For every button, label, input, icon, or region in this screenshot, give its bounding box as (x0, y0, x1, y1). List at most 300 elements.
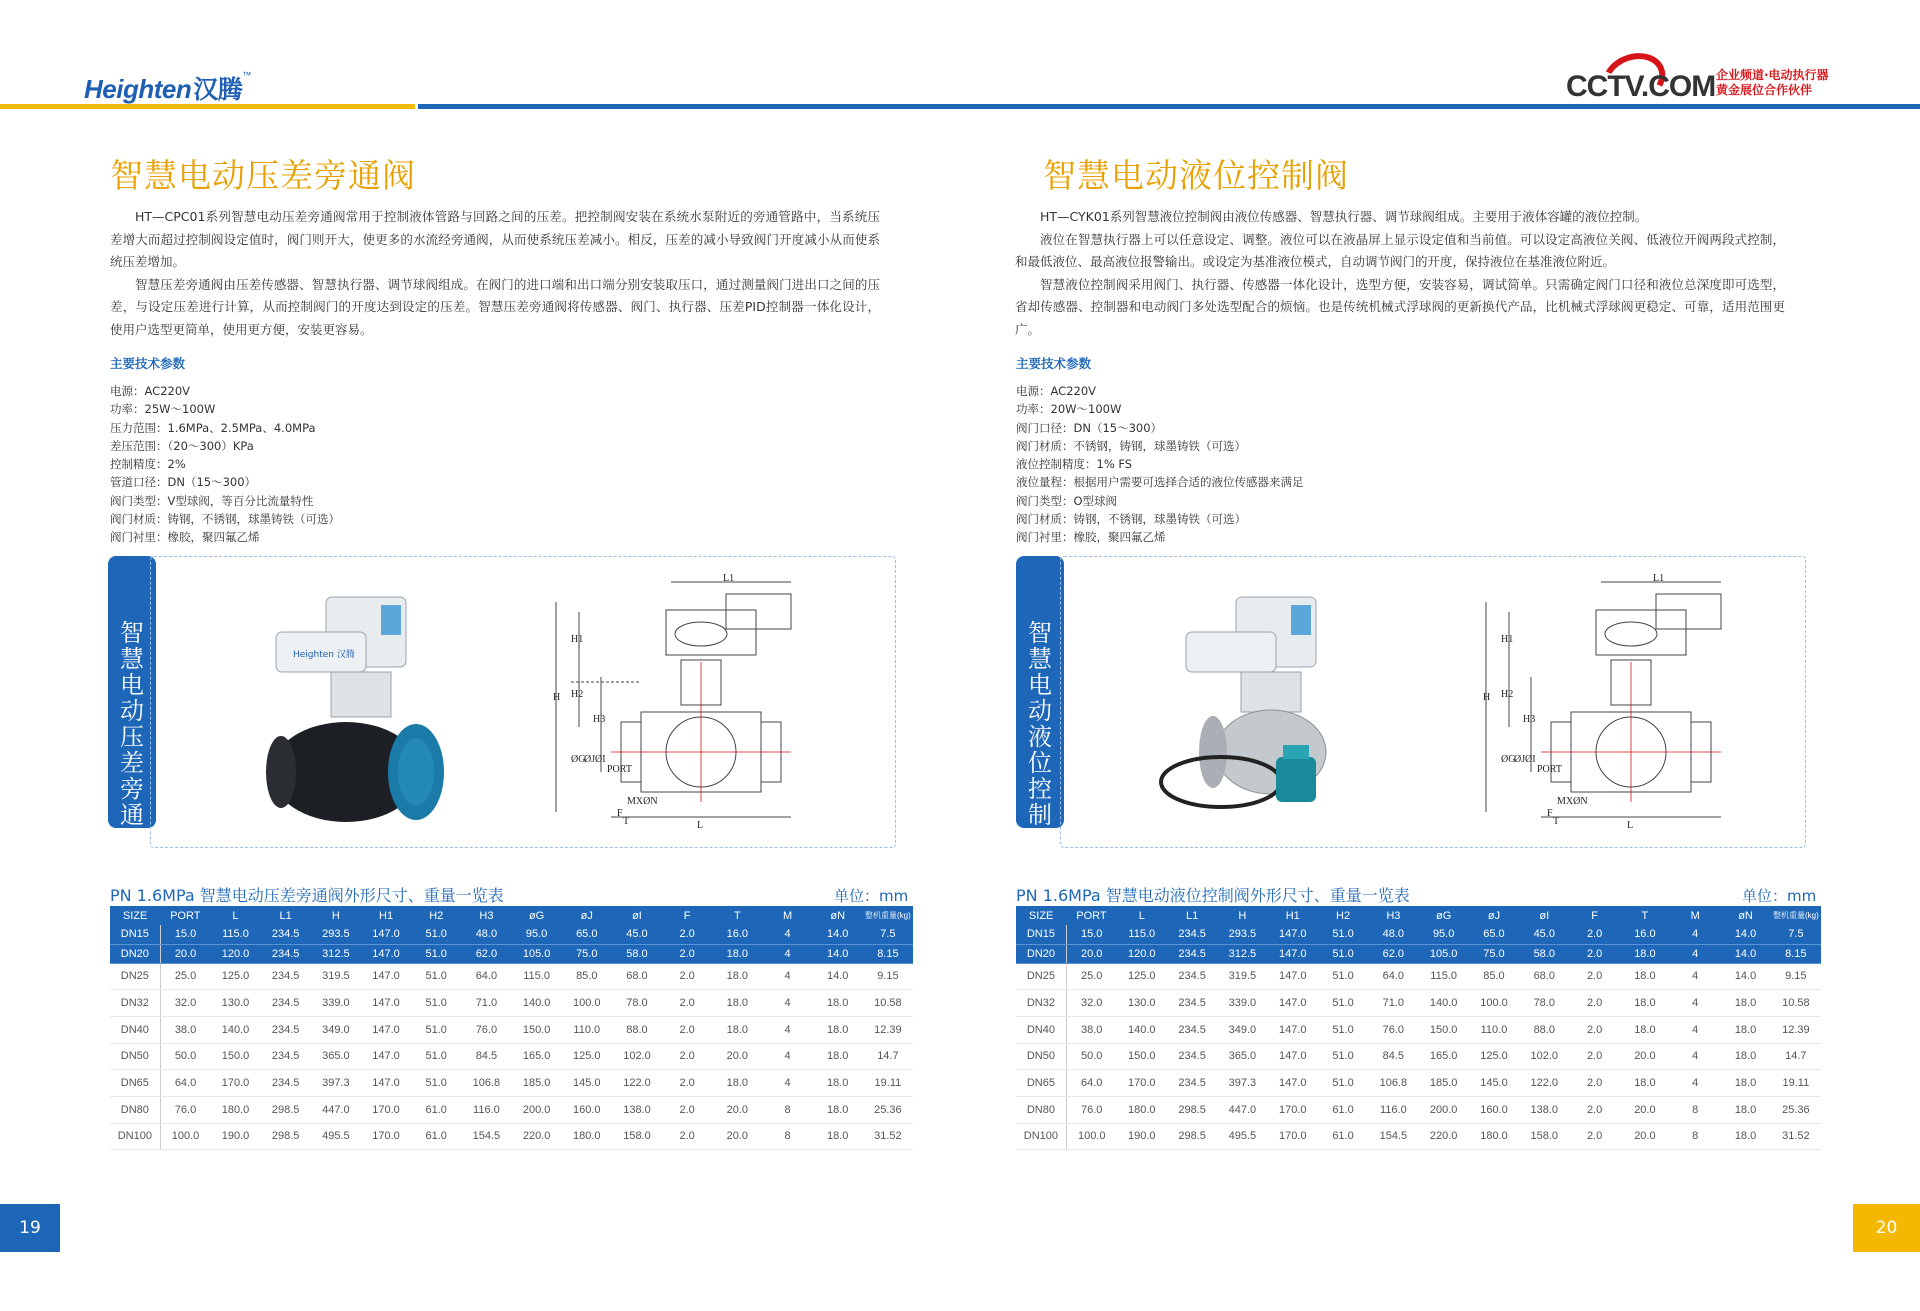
right-vertical-tab (1016, 556, 1064, 855)
table-cell: 339.0 (311, 990, 361, 1017)
table-cell: 165.0 (512, 1043, 562, 1070)
table-cell: 4 (1670, 944, 1720, 963)
level-valve-photo (1151, 587, 1401, 827)
table-cell: 25.0 (160, 963, 210, 990)
table-cell: 190.0 (1117, 1123, 1167, 1150)
table-cell: DN65 (110, 1070, 160, 1097)
vtab-char: 阀 (120, 827, 144, 855)
table-cell: 122.0 (1519, 1070, 1569, 1097)
spec-item: 阀门材质：铸钢，不锈钢，球墨铸铁（可选） (1016, 512, 1246, 527)
table-cell: 18.0 (1720, 1123, 1770, 1150)
table-cell: 147.0 (361, 1070, 411, 1097)
table-cell: 20.0 (712, 1123, 762, 1150)
left-spec-list (110, 382, 340, 547)
table-cell: 18.0 (1720, 1070, 1770, 1097)
table-cell: 10.58 (863, 990, 913, 1017)
heighten-logo (84, 70, 251, 106)
table-cell: 4 (1670, 1043, 1720, 1070)
table-cell: 78.0 (612, 990, 662, 1017)
table-cell: 61.0 (1318, 1096, 1368, 1123)
right-product-figure-box (1060, 556, 1806, 848)
table-cell: 14.0 (813, 925, 863, 944)
table-cell: 50.0 (1066, 1043, 1116, 1070)
table-row (110, 944, 913, 963)
table-cell: 115.0 (210, 925, 260, 944)
table-cell: 62.0 (461, 944, 511, 963)
table-cell: DN100 (1016, 1123, 1066, 1150)
table-cell: 58.0 (1519, 944, 1569, 963)
table-cell: 84.5 (461, 1043, 511, 1070)
dim-label: F (617, 808, 623, 819)
table-cell: 64.0 (1066, 1070, 1116, 1097)
column-header: H3 (1368, 906, 1418, 925)
column-header: PORT (1066, 906, 1116, 925)
dim-label: H3 (593, 714, 606, 725)
vtab-char: 位 (1028, 749, 1052, 777)
table-header-row (110, 906, 913, 925)
table-cell: 4 (1670, 990, 1720, 1017)
table-cell: 31.52 (1771, 1123, 1821, 1150)
table-cell: 154.5 (461, 1123, 511, 1150)
right-paragraph-1: HT—CYK01系列智慧液位控制阀由液位传感器、智慧执行器、调节球阀组成。主要用于液体容罐的液位控制。 (1040, 209, 1648, 224)
table-cell: 349.0 (311, 1016, 361, 1043)
table-cell: 61.0 (1318, 1123, 1368, 1150)
table-cell: 200.0 (512, 1096, 562, 1123)
table-cell: 147.0 (1268, 963, 1318, 990)
table-cell: 9.15 (863, 963, 913, 990)
vtab-char: 电 (1028, 671, 1052, 699)
table-cell: 4 (1670, 1070, 1720, 1097)
table-cell: 18.0 (712, 963, 762, 990)
table-cell: 18.0 (1620, 990, 1670, 1017)
table-row (1016, 990, 1821, 1017)
table-cell: 495.5 (1217, 1123, 1267, 1150)
table-cell: 125.0 (562, 1043, 612, 1070)
table-cell: 234.5 (1167, 925, 1217, 944)
left-paragraph-2: 智慧压差旁通阀由压差传感器、智慧执行器、调节球阀组成。在阀门的进口端和出口端分别安装取压口，通过测量阀门进出口之间的压差，与设定压差进行计算，从而控制阀门的开度达到设定的压差。智慧压差旁通阀将传感器、阀门、执行器、压差PID控制器一体化设计，使用户选型更简单，使用更方便，安装更容易。 (110, 276, 880, 337)
svg-text:Heighten 汉腾: Heighten 汉腾 (293, 650, 355, 660)
table-cell: 293.5 (311, 925, 361, 944)
vtab-char: 通 (120, 801, 144, 829)
vtab-char: 智 (1028, 619, 1052, 647)
table-cell: 234.5 (261, 925, 311, 944)
right-page-title: 智慧电动液位控制阀 (1043, 156, 1349, 195)
table-cell: 38.0 (160, 1016, 210, 1043)
table-cell: 190.0 (210, 1123, 260, 1150)
column-header: H1 (1268, 906, 1318, 925)
table-cell: 170.0 (1117, 1070, 1167, 1097)
table-cell: 180.0 (1469, 1123, 1519, 1150)
table-cell: 2.0 (1569, 1123, 1619, 1150)
column-header: øI (1519, 906, 1569, 925)
table-cell: 138.0 (612, 1096, 662, 1123)
dim-label: ØJ (1514, 754, 1526, 765)
table-cell: 147.0 (361, 963, 411, 990)
table-cell: 105.0 (512, 944, 562, 963)
table-cell: 18.0 (813, 1016, 863, 1043)
spec-item: 控制精度：2% (110, 457, 186, 472)
table-cell: 48.0 (1368, 925, 1418, 944)
dim-label: L (697, 820, 704, 831)
table-cell: 25.36 (863, 1096, 913, 1123)
table-row (1016, 944, 1821, 963)
pressure-valve-drawing (551, 572, 851, 837)
table-cell: DN32 (1016, 990, 1066, 1017)
table-cell: 45.0 (1519, 925, 1569, 944)
table-cell: 65.0 (1469, 925, 1519, 944)
table-cell: 165.0 (1419, 1043, 1469, 1070)
table-cell: 2.0 (1569, 925, 1619, 944)
column-header: H (311, 906, 361, 925)
table-cell: 115.0 (1419, 963, 1469, 990)
spec-item: 阀门类型：O型球阀 (1016, 493, 1118, 508)
table-cell: 84.5 (1368, 1043, 1418, 1070)
vtab-char: 制 (1028, 801, 1052, 829)
left-product-figure-box (150, 556, 896, 848)
table-cell: 85.0 (1469, 963, 1519, 990)
table-cell: 170.0 (1268, 1123, 1318, 1150)
table-row (110, 990, 913, 1017)
right-paragraph-3: 智慧液位控制阀采用阀门、执行器、传感器一体化设计，选型方便，安装容易，调试简单。只需确定阀门口径和液位总深度即可选型，省却传感器、控制器和电动阀门多处选型配合的烦恼。也是传统机械式浮球阀的更新换代产品，比机械式浮球阀更稳定、可靠，适用范围更广。 (1015, 276, 1785, 337)
table-cell: 76.0 (1066, 1096, 1116, 1123)
table-cell: 85.0 (562, 963, 612, 990)
table-header-row (1016, 906, 1821, 925)
table-cell: 115.0 (512, 963, 562, 990)
column-header: L1 (1167, 906, 1217, 925)
column-header: T (1620, 906, 1670, 925)
table-cell: 51.0 (1318, 1016, 1368, 1043)
table-cell: 150.0 (210, 1043, 260, 1070)
cctv-word: CCTV.COM (1566, 70, 1716, 103)
page-header (0, 0, 1920, 112)
table-cell: 116.0 (461, 1096, 511, 1123)
spec-item: 电源：AC220V (1016, 384, 1097, 398)
table-cell: 18.0 (1720, 1096, 1770, 1123)
table-cell: 234.5 (1167, 1043, 1217, 1070)
dim-label: PORT (1537, 764, 1562, 775)
table-cell: 150.0 (1419, 1016, 1469, 1043)
table-cell: 2.0 (1569, 1016, 1619, 1043)
table-cell: 147.0 (361, 1016, 411, 1043)
table-cell: 349.0 (1217, 1016, 1267, 1043)
table-cell: DN40 (110, 1016, 160, 1043)
table-cell: 319.5 (311, 963, 361, 990)
table-cell: 125.0 (1469, 1043, 1519, 1070)
table-cell: 51.0 (1318, 925, 1368, 944)
table-cell: 2.0 (1569, 990, 1619, 1017)
table-cell: 147.0 (1268, 944, 1318, 963)
table-cell: 64.0 (461, 963, 511, 990)
table-cell: 293.5 (1217, 925, 1267, 944)
table-cell: 110.0 (562, 1016, 612, 1043)
dim-label: H3 (1523, 714, 1536, 725)
table-cell: 15.0 (160, 925, 210, 944)
table-cell: DN100 (110, 1123, 160, 1150)
table-cell: 61.0 (411, 1096, 461, 1123)
column-header: F (662, 906, 712, 925)
column-header: SIZE (110, 906, 160, 925)
brand-cn: 汉腾 (193, 76, 243, 104)
table-cell: 8 (762, 1096, 812, 1123)
table-cell: 140.0 (210, 1016, 260, 1043)
table-cell: 14.0 (1720, 944, 1770, 963)
table-cell: DN40 (1016, 1016, 1066, 1043)
table-cell: 234.5 (261, 1016, 311, 1043)
table-cell: 147.0 (1268, 1043, 1318, 1070)
dim-label: L1 (723, 573, 735, 584)
table-cell: 339.0 (1217, 990, 1267, 1017)
left-spec-title: 主要技术参数 (110, 356, 186, 371)
cctv-tagline (1716, 68, 1829, 98)
table-cell: 58.0 (612, 944, 662, 963)
column-header: F (1569, 906, 1619, 925)
table-row (110, 1070, 913, 1097)
spec-item: 阀门衬里：橡胶，聚四氟乙烯 (110, 530, 260, 545)
dim-label: L (1627, 820, 1634, 831)
table-row (110, 925, 913, 944)
table-cell: 16.0 (712, 925, 762, 944)
table-cell: 4 (1670, 925, 1720, 944)
spec-item: 阀门衬里：橡胶，聚四氟乙烯 (1016, 530, 1166, 545)
spec-item: 阀门材质：不锈钢，铸钢，球墨铸铁（可选） (1016, 438, 1246, 453)
vtab-char: 控 (1028, 775, 1052, 803)
table-cell: 18.0 (1720, 1043, 1770, 1070)
table-cell: 102.0 (612, 1043, 662, 1070)
table-cell: DN25 (1016, 963, 1066, 990)
column-header: H1 (361, 906, 411, 925)
right-spec-table (1016, 906, 1821, 1150)
vtab-char: 慧 (120, 645, 144, 673)
table-cell: 2.0 (662, 990, 712, 1017)
table-cell: 19.11 (1771, 1070, 1821, 1097)
table-cell: 105.0 (1419, 944, 1469, 963)
table-cell: 298.5 (1167, 1096, 1217, 1123)
header-rule-blue (418, 104, 1920, 109)
page-number-right: 20 (1853, 1204, 1920, 1252)
table-cell: 9.15 (1771, 963, 1821, 990)
table-cell: 31.52 (863, 1123, 913, 1150)
dim-label: H (1483, 692, 1491, 703)
table-cell: 220.0 (512, 1123, 562, 1150)
right-spec-title: 主要技术参数 (1016, 356, 1092, 371)
table-cell: 14.7 (1771, 1043, 1821, 1070)
table-cell: 102.0 (1519, 1043, 1569, 1070)
table-cell: 18.0 (813, 1070, 863, 1097)
table-cell: 180.0 (210, 1096, 260, 1123)
table-row (110, 1043, 913, 1070)
table-cell: 2.0 (662, 963, 712, 990)
table-cell: 20.0 (712, 1096, 762, 1123)
table-cell: 447.0 (311, 1096, 361, 1123)
cctv-tagline-1: 企业频道·电动执行器 (1716, 68, 1829, 82)
column-header: øN (1720, 906, 1770, 925)
table-cell: 447.0 (1217, 1096, 1267, 1123)
table-cell: 106.8 (461, 1070, 511, 1097)
table-cell: 8 (1670, 1123, 1720, 1150)
table-cell: 14.0 (1720, 925, 1770, 944)
table-cell: 298.5 (261, 1123, 311, 1150)
column-header: H2 (411, 906, 461, 925)
header-rule-yellow (0, 104, 415, 109)
spec-item: 差压范围：（20～300）KPa (110, 438, 254, 453)
table-cell: 51.0 (1318, 963, 1368, 990)
table-cell: 130.0 (1117, 990, 1167, 1017)
table-cell: 116.0 (1368, 1096, 1418, 1123)
dim-label: H1 (1501, 634, 1514, 645)
table-cell: 147.0 (361, 925, 411, 944)
table-cell: 25.36 (1771, 1096, 1821, 1123)
table-cell: 160.0 (562, 1096, 612, 1123)
dim-label: H (553, 692, 561, 703)
table-cell: 185.0 (512, 1070, 562, 1097)
dim-label: ØG (571, 754, 586, 765)
table-cell: 4 (1670, 1016, 1720, 1043)
table-cell: DN25 (110, 963, 160, 990)
table-cell: 4 (762, 925, 812, 944)
table-cell: 20.0 (1620, 1096, 1670, 1123)
table-cell: 397.3 (1217, 1070, 1267, 1097)
table-cell: 75.0 (1469, 944, 1519, 963)
table-row (1016, 963, 1821, 990)
table-cell: 234.5 (261, 1043, 311, 1070)
table-cell: 234.5 (1167, 1070, 1217, 1097)
dim-label: MXØN (1557, 796, 1588, 807)
vtab-char: 慧 (1028, 645, 1052, 673)
table-cell: 4 (762, 944, 812, 963)
table-cell: 100.0 (1066, 1123, 1116, 1150)
left-spec-table (110, 906, 913, 1150)
table-cell: 312.5 (311, 944, 361, 963)
table-cell: 234.5 (261, 944, 311, 963)
table-cell: 88.0 (1519, 1016, 1569, 1043)
table-cell: 14.0 (813, 944, 863, 963)
table-cell: 76.0 (1368, 1016, 1418, 1043)
dim-label: ØG (1501, 754, 1516, 765)
table-cell: 8 (1670, 1096, 1720, 1123)
table-cell: 20.0 (1620, 1043, 1670, 1070)
table-cell: 25.0 (1066, 963, 1116, 990)
table-row (1016, 1070, 1821, 1097)
table-row (110, 1123, 913, 1150)
table-cell: 4 (762, 1070, 812, 1097)
table-cell: 95.0 (512, 925, 562, 944)
table-cell: 64.0 (160, 1070, 210, 1097)
table-cell: 2.0 (1569, 963, 1619, 990)
table-cell: 4 (1670, 963, 1720, 990)
column-header: T (712, 906, 762, 925)
table-cell: 65.0 (562, 925, 612, 944)
table-cell: 8.15 (1771, 944, 1821, 963)
table-cell: 145.0 (562, 1070, 612, 1097)
table-cell: 160.0 (1469, 1096, 1519, 1123)
vtab-char: 旁 (120, 775, 144, 803)
page-number-left: 19 (0, 1204, 60, 1252)
dim-label: ØI (1525, 754, 1536, 765)
table-cell: 48.0 (461, 925, 511, 944)
right-table-title: PN 1.6MPa 智慧电动液位控制阀外形尺寸、重量一览表 (1016, 886, 1410, 905)
table-cell: 18.0 (712, 990, 762, 1017)
column-header: H3 (461, 906, 511, 925)
brand-tm: ™ (242, 70, 251, 80)
table-cell: 18.0 (1720, 1016, 1770, 1043)
column-header: H (1217, 906, 1267, 925)
column-header: 整机重量(kg) (863, 906, 913, 925)
dim-label: ØJ (584, 754, 596, 765)
table-cell: 51.0 (411, 1070, 461, 1097)
table-cell: 312.5 (1217, 944, 1267, 963)
vtab-char: 电 (120, 671, 144, 699)
table-cell: 18.0 (1620, 1016, 1670, 1043)
table-cell: 38.0 (1066, 1016, 1116, 1043)
table-cell: 76.0 (461, 1016, 511, 1043)
column-header: øG (512, 906, 562, 925)
table-cell: 365.0 (1217, 1043, 1267, 1070)
table-cell: 71.0 (1368, 990, 1418, 1017)
table-cell: 158.0 (1519, 1123, 1569, 1150)
column-header: L (210, 906, 260, 925)
table-cell: 154.5 (1368, 1123, 1418, 1150)
table-cell: 12.39 (863, 1016, 913, 1043)
vtab-char: 压 (120, 723, 144, 751)
table-cell: 100.0 (1469, 990, 1519, 1017)
table-cell: 7.5 (863, 925, 913, 944)
dim-label: MXØN (627, 796, 658, 807)
table-cell: 76.0 (160, 1096, 210, 1123)
table-cell: 18.0 (712, 1016, 762, 1043)
cctv-tagline-2: 黄金展位合作伙伴 (1716, 83, 1813, 97)
table-cell: 95.0 (1419, 925, 1469, 944)
table-cell: 88.0 (612, 1016, 662, 1043)
table-cell: DN80 (1016, 1096, 1066, 1123)
table-cell: DN15 (110, 925, 160, 944)
table-cell: 61.0 (411, 1123, 461, 1150)
table-cell: 2.0 (662, 944, 712, 963)
table-cell: 140.0 (1117, 1016, 1167, 1043)
table-cell: 100.0 (160, 1123, 210, 1150)
dim-label: T (1553, 816, 1560, 827)
table-cell: 4 (762, 1016, 812, 1043)
table-cell: 150.0 (512, 1016, 562, 1043)
table-cell: 185.0 (1419, 1070, 1469, 1097)
spec-item: 阀门口径：DN（15～300） (1016, 420, 1163, 435)
table-cell: 51.0 (1318, 944, 1368, 963)
dim-label: T (623, 816, 630, 827)
table-cell: 2.0 (662, 1016, 712, 1043)
table-cell: 18.0 (1620, 944, 1670, 963)
table-cell: 158.0 (612, 1123, 662, 1150)
table-row (110, 963, 913, 990)
table-cell: 51.0 (411, 1016, 461, 1043)
table-cell: 4 (762, 1043, 812, 1070)
table-cell: 130.0 (210, 990, 260, 1017)
table-cell: 234.5 (1167, 944, 1217, 963)
table-cell: 51.0 (1318, 990, 1368, 1017)
table-cell: 2.0 (662, 1096, 712, 1123)
table-cell: 138.0 (1519, 1096, 1569, 1123)
table-cell: 397.3 (311, 1070, 361, 1097)
left-table-title: PN 1.6MPa 智慧电动压差旁通阀外形尺寸、重量一览表 (110, 886, 504, 905)
table-cell: 8 (762, 1123, 812, 1150)
table-cell: 234.5 (1167, 963, 1217, 990)
table-cell: 14.0 (1720, 963, 1770, 990)
table-cell: 2.0 (1569, 1096, 1619, 1123)
table-cell: 234.5 (261, 990, 311, 1017)
table-cell: 8.15 (863, 944, 913, 963)
dim-label: ØI (595, 754, 606, 765)
table-cell: 2.0 (662, 1123, 712, 1150)
table-cell: 18.0 (712, 1070, 762, 1097)
table-row (1016, 1043, 1821, 1070)
